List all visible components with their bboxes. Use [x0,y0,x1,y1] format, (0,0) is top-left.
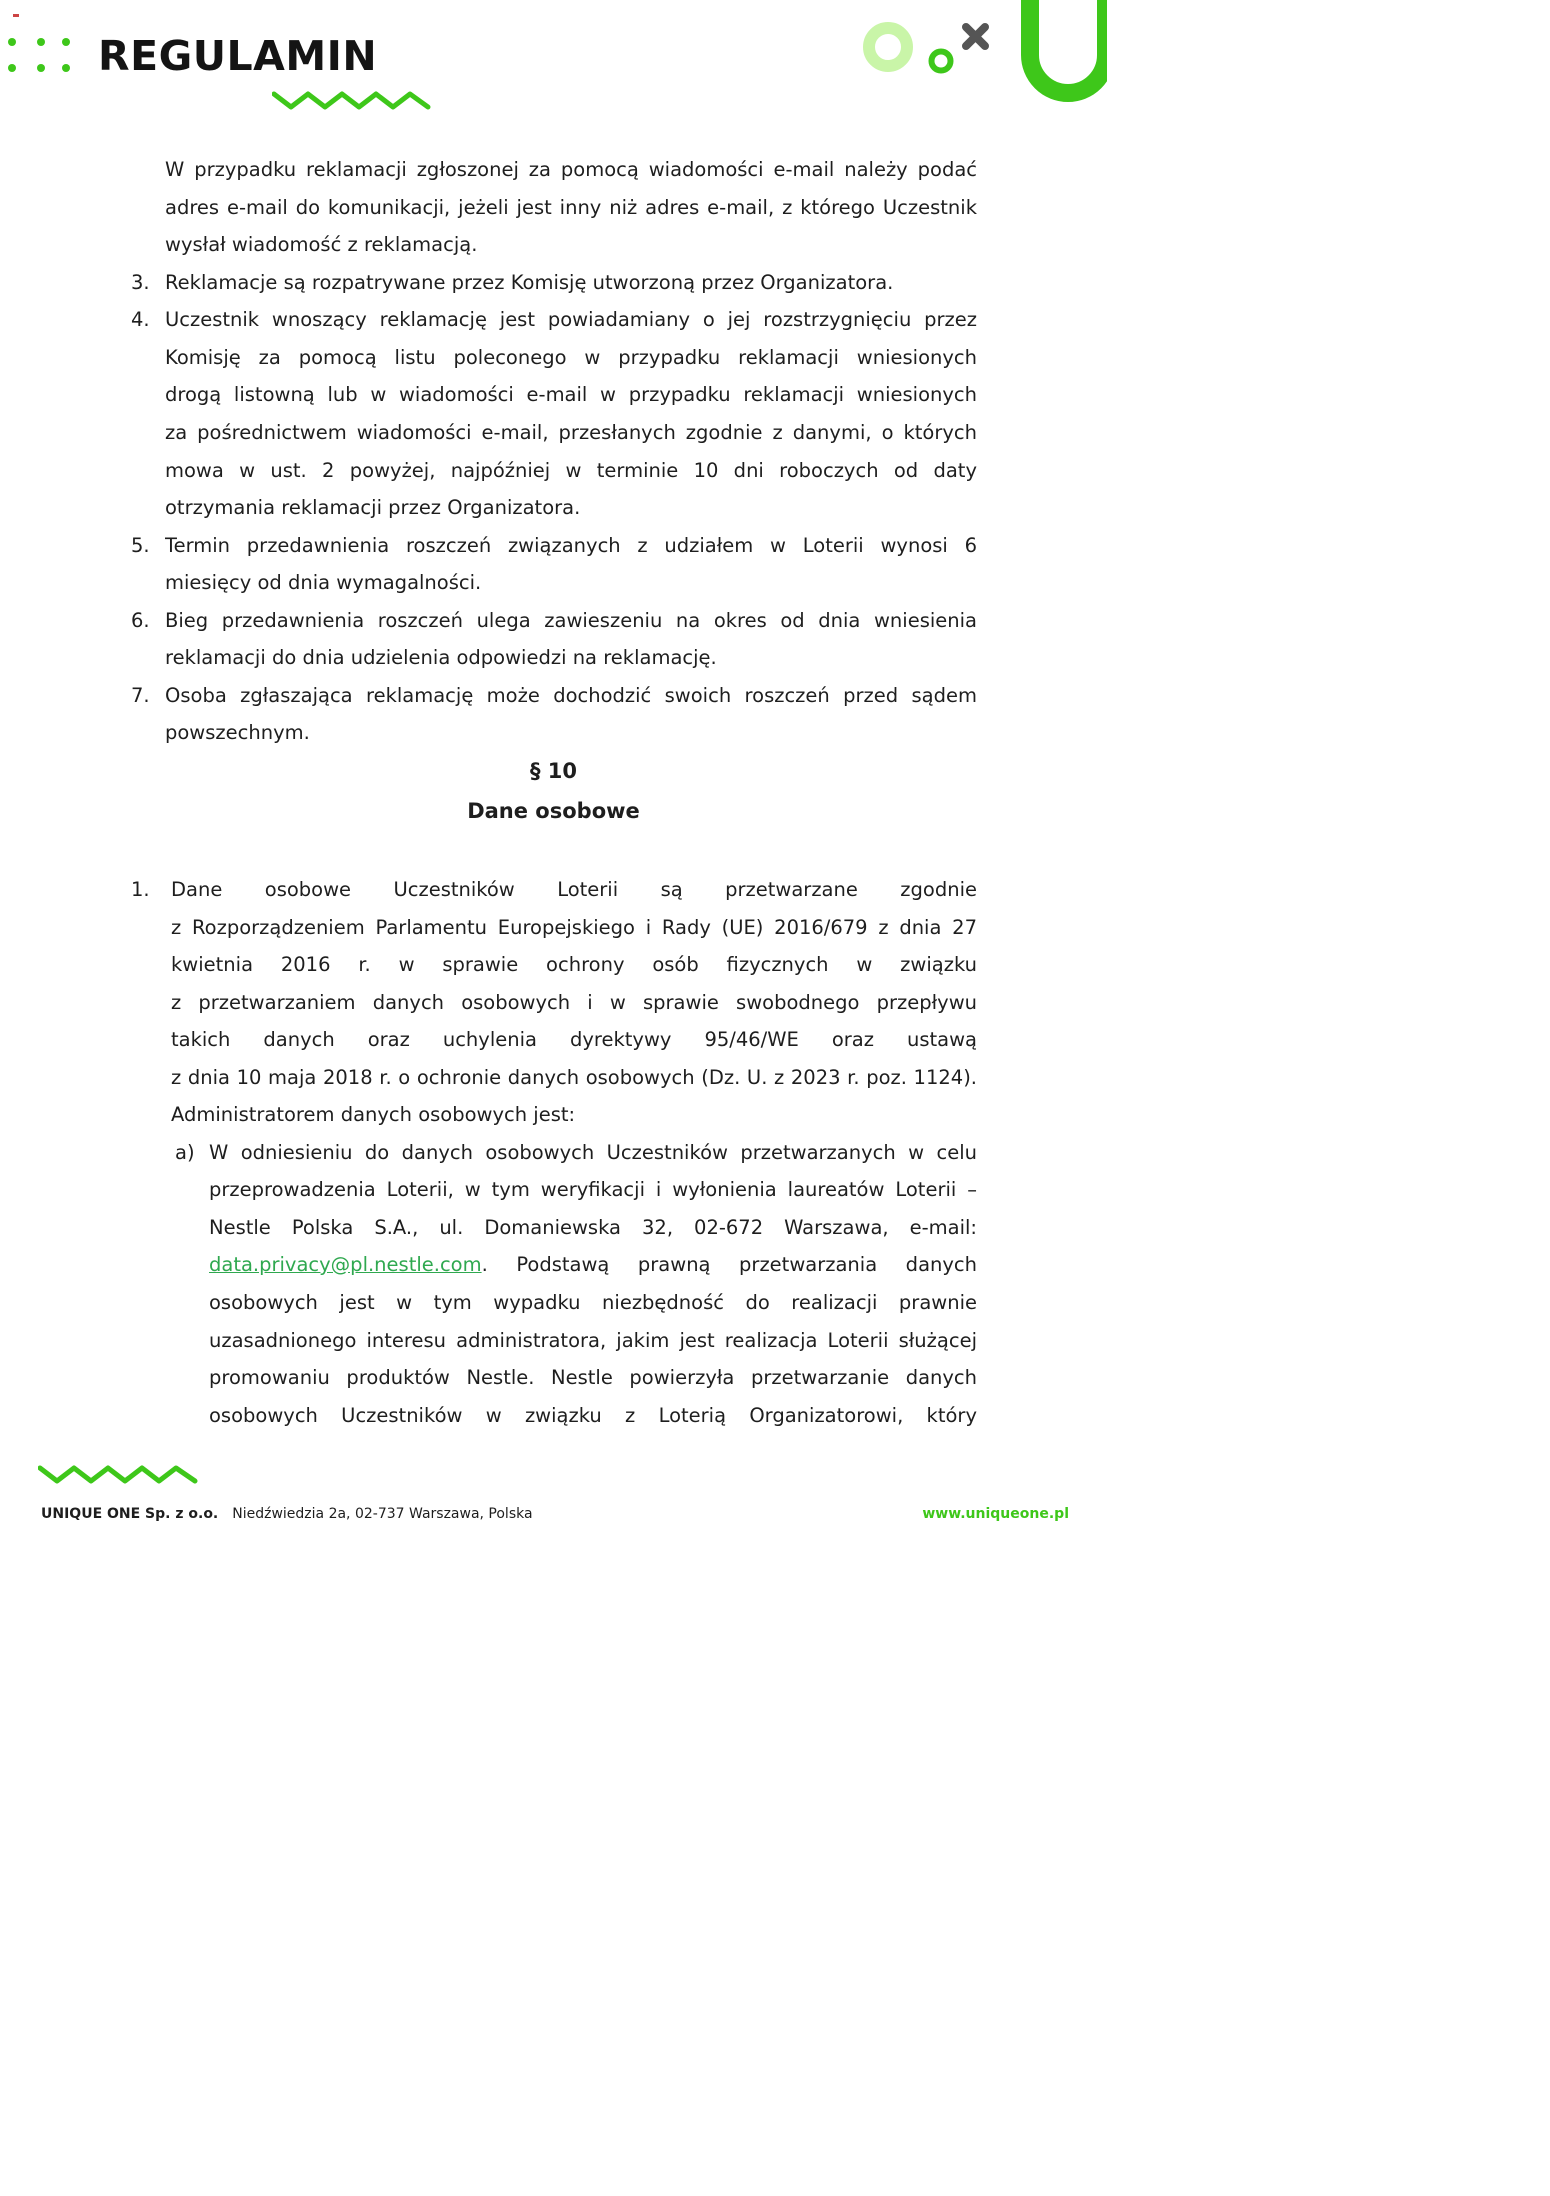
footer-address: Niedźwiedzia 2a, 02-737 Warszawa, Polska [232,1506,533,1522]
page-title: REGULAMIN [98,32,378,80]
list-item-line: Komisję za pomocą listu poleconego w przypadku reklamacji wniesionych [165,346,977,369]
sub-list-label: a) [175,1141,195,1164]
intro-line: adres e-mail do komunikacji, jeżeli jest inny niż adres e-mail, z którego Uczestnik [165,196,977,219]
corner-mark [13,14,19,17]
footer-company-info [41,1506,533,1522]
list-item-line: za pośrednictwem wiadomości e-mail, przesłanych zgodnie z danymi, o których [165,421,977,444]
list-number: 7. [131,684,150,707]
list-number: 1. [131,878,150,901]
list-item-line: kwietnia 2016 r. w sprawie ochrony osób fizycznych w związku [171,953,977,976]
list-item-line: W odniesieniu do danych osobowych Uczestników przetwarzanych w celu [209,1141,977,1164]
email-link[interactable]: data.privacy@pl.nestle.com [209,1253,482,1276]
brand-decoration-icon [858,0,1107,104]
list-item-line: Dane osobowe Uczestników Loterii są przetwarzane zgodnie [171,878,977,901]
list-item-line: Termin przedawnienia roszczeń związanych z udziałem w Loterii wynosi 6 [165,534,977,557]
list-item-line: otrzymania reklamacji przez Organizatora. [165,496,581,519]
list-item-line: reklamacji do dnia udzielenia odpowiedzi na reklamację. [165,646,717,669]
list-item-line: powszechnym. [165,721,310,744]
list-number: 4. [131,308,150,331]
list-item-line: z przetwarzaniem danych osobowych i w sprawie swobodnego przepływu [171,991,977,1014]
zigzag-icon [38,1462,200,1486]
list-item-line [209,1246,977,1284]
list-item-line: takich danych oraz uchylenia dyrektywy 95/46/WE oraz ustawą [171,1028,977,1051]
list-item-line: Nestle Polska S.A., ul. Domaniewska 32, 02-672 Warszawa, e-mail: [209,1216,977,1239]
list-item-line: osobowych Uczestników w związku z Loterią Organizatorowi, który [209,1404,977,1427]
list-number: 3. [131,271,150,294]
list-item-line: Reklamacje są rozpatrywane przez Komisję utworzoną przez Organizatora. [165,271,894,294]
list-item-line: z Rozporządzeniem Parlamentu Europejskiego i Rady (UE) 2016/679 z dnia 27 [171,916,977,939]
list-item-line: Bieg przedawnienia roszczeń ulega zawieszeniu na okres od dnia wniesienia [165,609,977,632]
list-item-line: mowa w ust. 2 powyżej, najpóźniej w terminie 10 dni roboczych od daty [165,459,977,482]
list-item-line: drogą listowną lub w wiadomości e-mail w przypadku reklamacji wniesionych [165,383,977,406]
section-number: § 10 [529,759,578,783]
list-number: 6. [131,609,150,632]
list-item-line: osobowych jest w tym wypadku niezbędność do realizacji prawnie [209,1291,977,1314]
list-item-line: przeprowadzenia Loterii, w tym weryfikacji i wyłonienia laureatów Loterii – [209,1178,977,1201]
list-item-line: Uczestnik wnoszący reklamację jest powiadamiany o jej rozstrzygnięciu przez [165,308,977,331]
dots-icon [8,38,74,78]
zigzag-icon [272,86,432,112]
email-after-text: . Podstawą prawną przetwarzania danych [481,1253,977,1276]
list-item-line: promowaniu produktów Nestle. Nestle powierzyła przetwarzanie danych [209,1366,977,1389]
footer-company: UNIQUE ONE Sp. z o.o. [41,1506,219,1522]
section-title: Dane osobowe [467,799,640,823]
list-number: 5. [131,534,150,557]
list-item-line: miesięcy od dnia wymagalności. [165,571,482,594]
footer-website[interactable]: www.uniqueone.pl [922,1506,1069,1522]
list-item-line: Osoba zgłaszająca reklamację może dochodzić swoich roszczeń przed sądem [165,684,977,707]
intro-line: W przypadku reklamacji zgłoszonej za pomocą wiadomości e-mail należy podać [165,158,977,181]
list-item-line: uzasadnionego interesu administratora, jakim jest realizacja Loterii służącej [209,1329,977,1352]
intro-line: wysłał wiadomość z reklamacją. [165,233,478,256]
list-item-line: Administratorem danych osobowych jest: [171,1103,576,1126]
list-item-line: z dnia 10 maja 2018 r. o ochronie danych osobowych (Dz. U. z 2023 r. poz. 1124). [171,1066,977,1089]
